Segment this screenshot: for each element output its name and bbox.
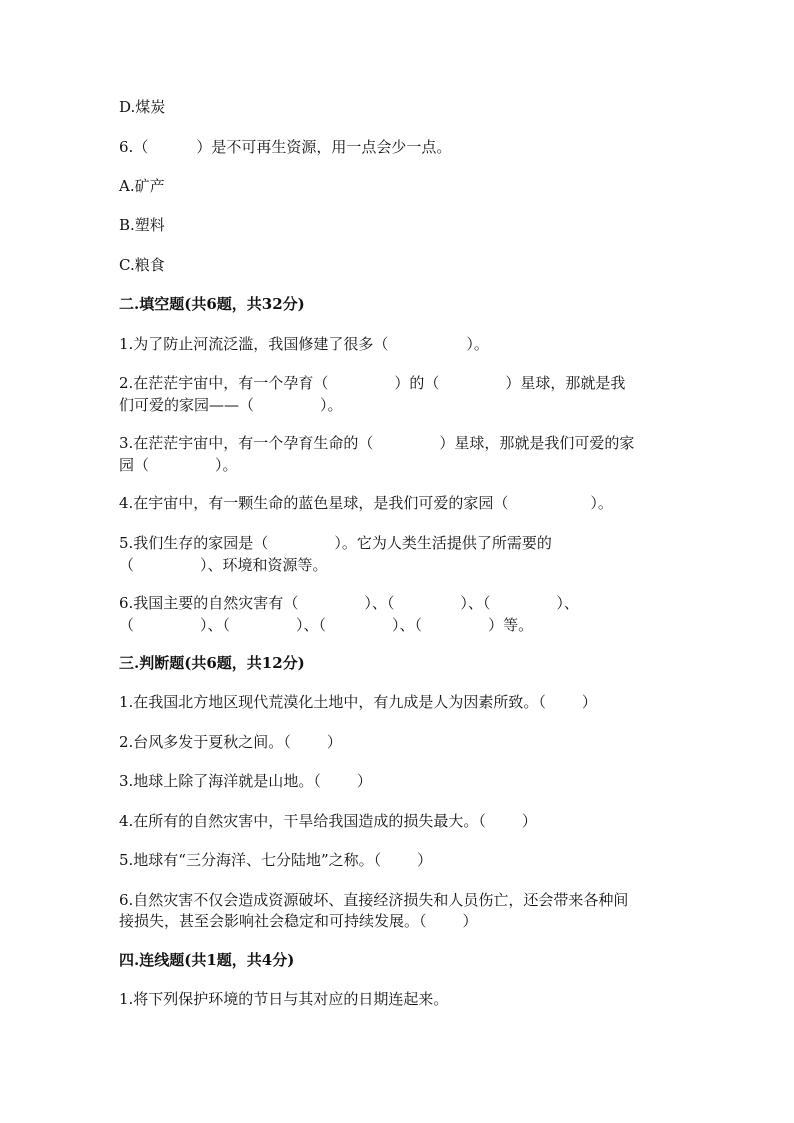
fill-q5-text-d: ）、环境和资源等。	[200, 556, 328, 574]
tf-q2-text: 2.台风多发于夏秋之间。（	[119, 733, 291, 751]
tf-q4-close: ）	[521, 812, 537, 830]
fill-q2-text-a: 2.在茫茫宇宙中，有一个孕育（	[119, 374, 329, 392]
q6-option-c: C.粮食	[119, 256, 165, 274]
fill-question-2-line1	[119, 373, 694, 393]
tf-q3-close: ）	[356, 772, 372, 790]
fill-question-3-line2	[119, 455, 694, 475]
fill-q6-text-f: ）、（	[200, 616, 231, 634]
fill-q6-text-h: ）、（	[392, 616, 423, 634]
fill-q2-text-e: ）。	[320, 396, 343, 414]
tf-q1-text: 1.在我国北方地区现代荒漠化土地中，有九成是人为因素所致。（	[119, 693, 546, 711]
fill-blank-heading: 二.填空题(共6题，共32分)	[119, 295, 305, 313]
fill-question-3-line1	[119, 433, 694, 453]
fill-question-2-line2	[119, 395, 694, 415]
tf-q3-text: 3.地球上除了海洋就是山地。（	[119, 772, 321, 790]
tf-question-3	[119, 771, 694, 791]
q6-text-end: ）是不可再生资源，用一点会少一点。	[196, 138, 452, 156]
tf-question-5	[119, 850, 694, 870]
matching-question-1: 1.将下列保护环境的节日与其对应的日期连起来。	[119, 990, 449, 1008]
fill-q3-text-b: ）星球，那就是我们可爱的家	[439, 434, 635, 452]
tf-question-6-line2	[119, 911, 694, 931]
q6-text-start: 6.（	[119, 138, 149, 156]
q5-option-d: D.煤炭	[119, 98, 166, 116]
fill-q2-text-d: 们可爱的家园——（	[119, 396, 255, 414]
fill-q6-text-a: 6.我国主要的自然灾害有（	[119, 594, 299, 612]
fill-q2-text-c: ）星球，那就是我	[505, 374, 626, 392]
tf-question-4	[119, 811, 694, 831]
fill-q6-text-e: （	[119, 616, 135, 634]
q6-option-a: A.矿产	[119, 177, 165, 195]
fill-question-5-line2	[119, 555, 694, 575]
tf-question-1	[119, 692, 694, 712]
tf-q4-text: 4.在所有的自然灾害中，干旱给我国造成的损失最大。（	[119, 812, 486, 830]
fill-q5-text-c: （	[119, 556, 135, 574]
fill-q4-end: ）。	[590, 494, 613, 512]
tf-q5-close: ）	[417, 851, 433, 869]
fill-q1-text: 1.为了防止河流泛滥，我国修建了很多（	[119, 335, 389, 353]
tf-question-6-line1: 6.自然灾害不仅会造成资源破坏、直接经济损失和人员伤亡，还会带来各种间	[119, 891, 629, 909]
fill-q5-text-a: 5.我们生存的家园是（	[119, 534, 269, 552]
tf-q6-close: ）	[462, 912, 478, 930]
fill-q1-end: ）。	[466, 335, 489, 353]
fill-q4-text: 4.在宇宙中，有一颗生命的蓝色星球，是我们可爱的家园（	[119, 494, 509, 512]
tf-q2-close: ）	[326, 733, 342, 751]
fill-question-6-line2	[119, 615, 694, 635]
fill-q3-text-a: 3.在茫茫宇宙中，有一个孕育生命的（	[119, 434, 374, 452]
fill-q3-text-d: ）。	[215, 456, 238, 474]
fill-question-5-line1	[119, 533, 694, 553]
fill-question-1	[119, 334, 694, 354]
tf-question-2	[119, 732, 694, 752]
fill-q6-text-i: ）等。	[488, 616, 534, 634]
tf-q5-text: 5.地球有“三分海洋、七分陆地”之称。（	[119, 851, 382, 869]
fill-q6-text-g: ）、（	[296, 616, 327, 634]
true-false-heading: 三.判断题(共6题，共12分)	[119, 654, 305, 672]
fill-q6-text-b: ）、（	[364, 594, 395, 612]
tf-q1-close: ）	[581, 693, 597, 711]
tf-q6-text: 接损失，甚至会影响社会稳定和可持续发展。（	[119, 912, 427, 930]
fill-q6-text-c: ）、（	[460, 594, 491, 612]
fill-q2-text-b: ）的（	[394, 374, 440, 392]
fill-q3-text-c: 园（	[119, 456, 150, 474]
fill-question-6-line1	[119, 593, 694, 613]
mc-question-6	[119, 137, 694, 157]
matching-heading: 四.连线题(共1题，共4分)	[119, 951, 295, 969]
fill-question-4	[119, 493, 694, 513]
fill-q6-text-d: ）、	[556, 594, 579, 612]
fill-q5-text-b: ）。它为人类生活提供了所需要的	[334, 534, 552, 552]
q6-option-b: B.塑料	[119, 216, 165, 234]
